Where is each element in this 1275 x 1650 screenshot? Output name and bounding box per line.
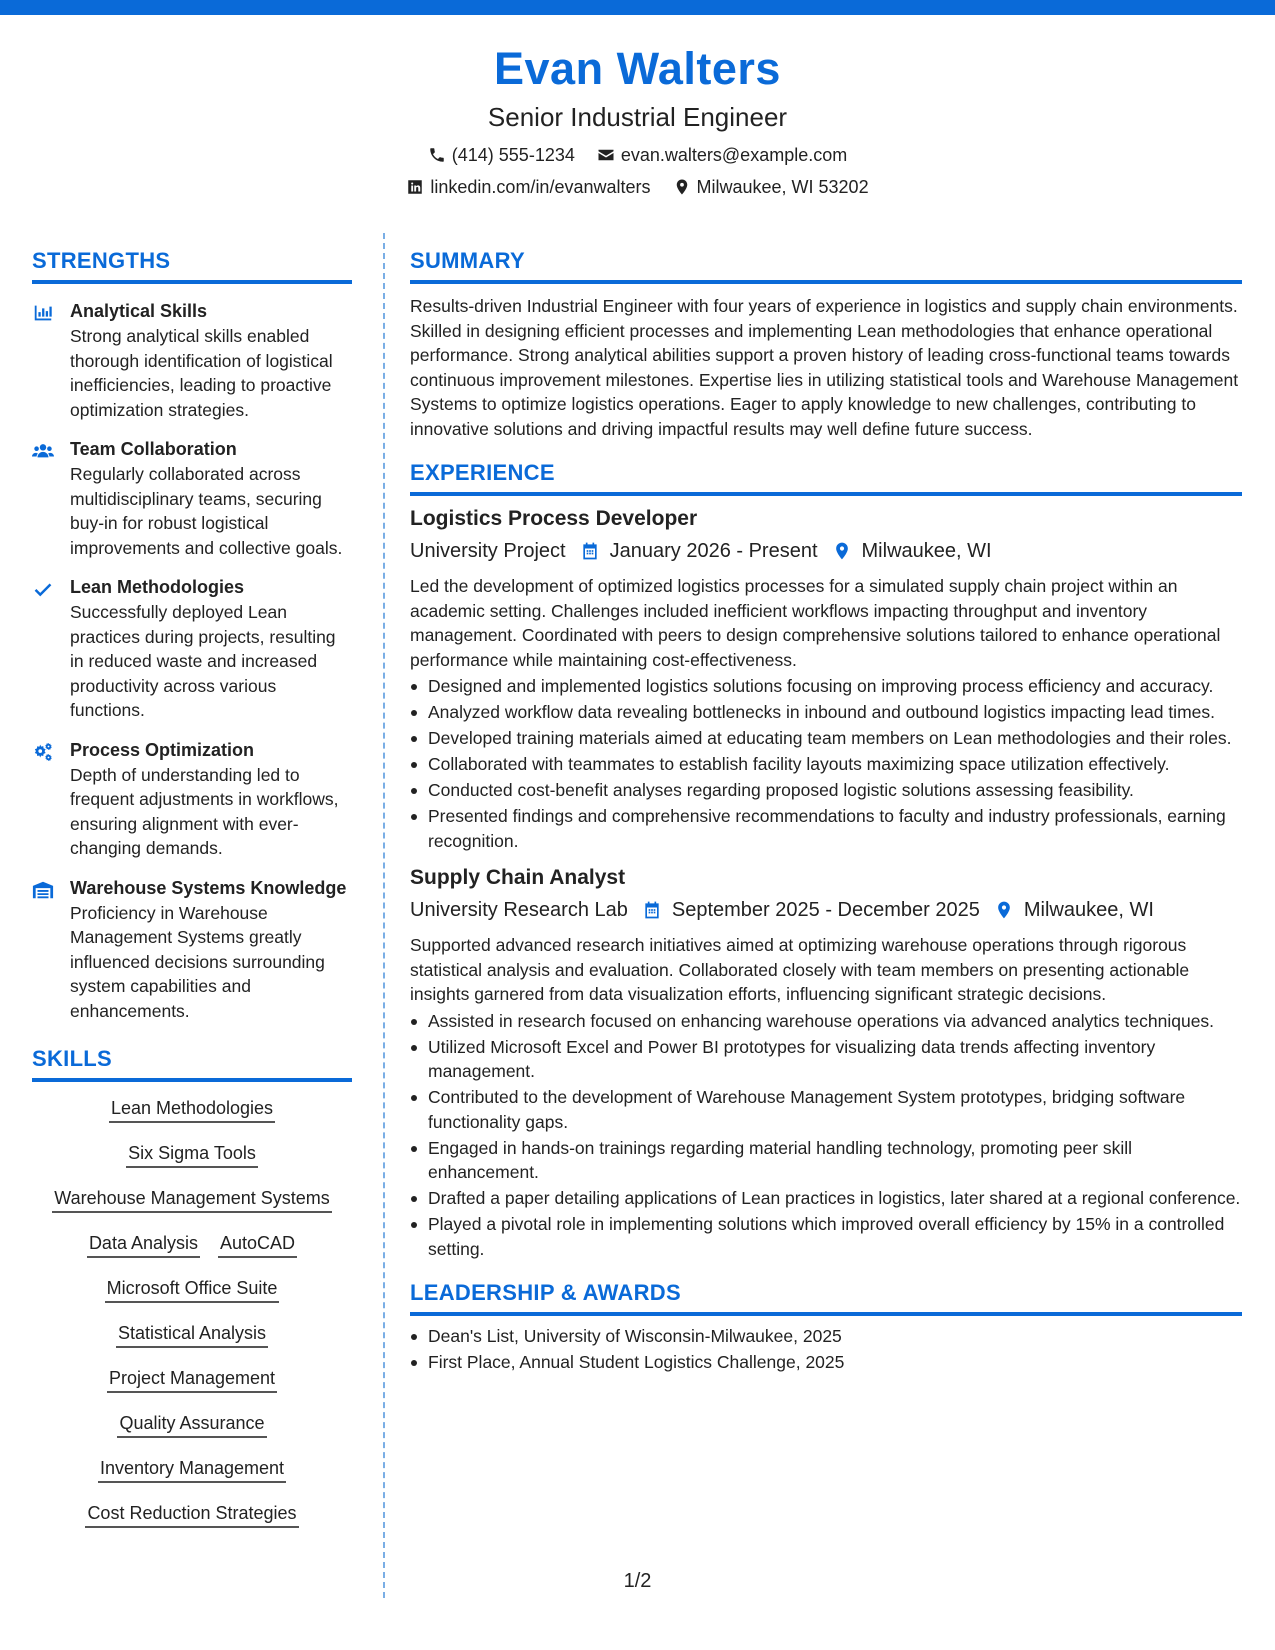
job-entry	[410, 863, 1242, 1261]
job-meta	[410, 536, 1242, 566]
right-column	[410, 245, 1242, 1376]
job-title: Logistics Process Developer	[410, 507, 698, 530]
location-text: Milwaukee, WI 53202	[696, 177, 869, 197]
awards-list	[410, 1324, 1242, 1375]
map-pin-icon	[832, 541, 852, 561]
bullet-item: Drafted a paper detailing applications of Lean practices in logistics, later shared at a regional conference.	[410, 1186, 1242, 1211]
job-entry	[410, 504, 1242, 853]
summary-rule	[410, 280, 1242, 284]
bullet-item: Conducted cost-benefit analyses regarding proposed logistic solutions assessing feasibility.	[410, 778, 1242, 803]
job-location: Milwaukee, WI	[861, 540, 992, 562]
strengths-heading: STRENGTHS	[32, 248, 171, 273]
linkedin-contact[interactable]	[406, 172, 650, 202]
check-icon	[32, 578, 54, 600]
job-bullets	[410, 1009, 1242, 1262]
skills-list	[32, 1096, 352, 1546]
bar-chart-icon	[32, 302, 54, 324]
experience-heading: EXPERIENCE	[410, 460, 555, 485]
skill-tag: Statistical Analysis	[116, 1321, 268, 1348]
strength-item	[32, 737, 352, 861]
bullet-item: Contributed to the development of Warehouse Management System prototypes, bridging software functionality gaps.	[410, 1085, 1242, 1134]
calendar-icon	[580, 541, 600, 561]
map-pin-icon	[994, 900, 1014, 920]
strength-item	[32, 875, 352, 1024]
calendar-icon	[642, 900, 662, 920]
job-description: Led the development of optimized logistics processes for a simulated supply chain project within an academic setting. Challenges included inefficient workflows impacting throughput and inventory management. Coordinated with peers to design comprehensive solutions tailored to enhance operational performance while maintaining cost-effectiveness.	[410, 576, 1221, 670]
candidate-title: Senior Industrial Engineer	[487, 102, 788, 132]
map-pin-icon	[673, 178, 691, 196]
bullet-item: Played a pivotal role in implementing solutions which improved overall efficiency by 15% in a controlled setting.	[410, 1212, 1242, 1261]
email-text[interactable]: evan.walters@example.com	[620, 145, 848, 165]
skill-tag: Lean Methodologies	[109, 1096, 275, 1123]
experience-rule	[410, 492, 1242, 496]
strength-title: Analytical Skills	[70, 301, 208, 321]
left-column	[32, 245, 352, 1546]
job-title: Supply Chain Analyst	[410, 866, 626, 889]
job-org: University Project	[410, 540, 566, 562]
linkedin-text[interactable]: linkedin.com/in/evanwalters	[430, 177, 651, 197]
strengths-rule	[32, 280, 352, 284]
bullet-item: Collaborated with teammates to establish facility layouts maximizing space utilization effectively.	[410, 752, 1242, 777]
strength-title: Process Optimization	[70, 739, 255, 760]
resume-header	[0, 40, 1275, 202]
skill-tag: Six Sigma Tools	[126, 1141, 258, 1168]
leadership-heading: LEADERSHIP & AWARDS	[410, 1280, 681, 1305]
award-item: Dean's List, University of Wisconsin-Milwaukee, 2025	[410, 1324, 1242, 1349]
bullet-item: Engaged in hands-on trainings regarding material handling technology, promoting peer skill enhancement.	[410, 1136, 1242, 1185]
contact-row-1	[0, 140, 1275, 170]
job-bullets	[410, 674, 1242, 853]
strength-desc: Strong analytical skills enabled thorough identification of logistical inefficiencies, leading to proactive optimization strategies.	[70, 326, 333, 420]
skill-tag: Warehouse Management Systems	[52, 1186, 331, 1213]
location-contact	[673, 172, 869, 202]
candidate-name: Evan Walters	[494, 43, 781, 94]
strength-title: Lean Methodologies	[70, 577, 245, 597]
linkedin-icon	[406, 178, 424, 196]
skill-tag: Inventory Management	[98, 1456, 286, 1483]
envelope-icon	[597, 146, 615, 164]
skills-heading: SKILLS	[32, 1046, 113, 1071]
strength-item	[32, 298, 352, 422]
page-number: 1/2	[623, 1570, 652, 1592]
job-dates: January 2026 - Present	[609, 540, 818, 562]
summary-text: Results-driven Industrial Engineer with four years of experience in logistics and supply chain environments. Skilled in designing efficient processes and implementing Lean methodologies that enhance operational performance. Strong analytical abilities support a proven history of leading cross-functional teams towards continuous improvement milestones. Expertise lies in utilizing statistical tools and Warehouse Management Systems to optimize logistics operations. Eager to apply knowledge to new challenges, contributing to innovative solutions and driving impactful results may well define future success.	[410, 296, 1239, 439]
skill-tag: Microsoft Office Suite	[105, 1276, 280, 1303]
phone-text: (414) 555-1234	[451, 145, 575, 165]
phone-icon	[428, 146, 446, 164]
users-icon	[32, 440, 54, 462]
job-dates: September 2025 - December 2025	[671, 899, 980, 921]
award-item: First Place, Annual Student Logistics Challenge, 2025	[410, 1350, 1242, 1375]
gears-icon	[32, 741, 54, 763]
strength-desc: Depth of understanding led to frequent adjustments in workflows, ensuring alignment with ever-changing demands.	[70, 764, 339, 858]
column-divider	[383, 233, 385, 1598]
strength-desc: Regularly collaborated across multidisciplinary teams, securing buy-in for robust logistical improvements and collective goals.	[70, 464, 343, 558]
skill-tag: Cost Reduction Strategies	[85, 1501, 298, 1528]
bullet-item: Assisted in research focused on enhancing warehouse operations via advanced analytics techniques.	[410, 1009, 1242, 1034]
bullet-item: Developed training materials aimed at educating team members on Lean methodologies and their roles.	[410, 726, 1242, 751]
job-location: Milwaukee, WI	[1023, 899, 1154, 921]
strength-desc: Proficiency in Warehouse Management Systems greatly influenced decisions surrounding system capabilities and enhancements.	[70, 902, 325, 1021]
strength-title: Warehouse Systems Knowledge	[70, 877, 347, 898]
bullet-item: Designed and implemented logistics solutions focusing on improving process efficiency and accuracy.	[410, 674, 1242, 699]
strength-item	[32, 574, 352, 723]
top-accent-bar	[0, 0, 1275, 15]
contact-row-2	[0, 172, 1275, 202]
phone-contact	[428, 140, 575, 170]
warehouse-icon	[32, 879, 54, 901]
strength-title: Team Collaboration	[70, 439, 237, 459]
strength-desc: Successfully deployed Lean practices during projects, resulting in reduced waste and increased productivity across various functions.	[70, 602, 336, 720]
job-org: University Research Lab	[410, 899, 628, 921]
skill-tag: Quality Assurance	[117, 1411, 266, 1438]
bullet-item: Analyzed workflow data revealing bottlenecks in inbound and outbound logistics impacting lead times.	[410, 700, 1242, 725]
job-meta	[410, 895, 1242, 925]
strength-item	[32, 436, 352, 560]
job-description: Supported advanced research initiatives aimed at optimizing warehouse operations through rigorous statistical analysis and evaluation. Collaborated closely with team members on presenting actionable insights garnered from data visualization efforts, influencing significant strategic decisions.	[410, 935, 1190, 1004]
bullet-item: Presented findings and comprehensive recommendations to faculty and industry professionals, earning recognition.	[410, 804, 1242, 853]
skills-rule	[32, 1078, 352, 1082]
email-contact[interactable]	[597, 140, 847, 170]
skill-tag: Data Analysis	[87, 1231, 200, 1258]
skill-tag: Project Management	[107, 1366, 277, 1393]
leadership-rule	[410, 1312, 1242, 1316]
bullet-item: Utilized Microsoft Excel and Power BI prototypes for visualizing data trends affecting inventory management.	[410, 1035, 1242, 1084]
skill-tag: AutoCAD	[218, 1231, 297, 1258]
summary-heading: SUMMARY	[410, 248, 525, 273]
